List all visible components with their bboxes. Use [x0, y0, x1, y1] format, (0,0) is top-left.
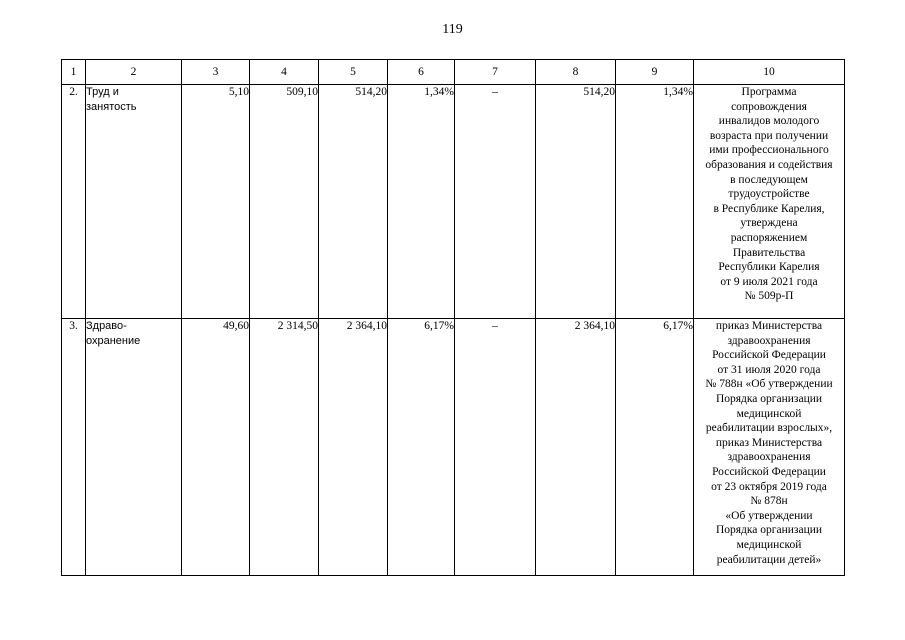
column-header: 7 [455, 60, 536, 85]
cell-value: 509,10 [250, 85, 319, 319]
legal-basis-text: Программа сопровождения инвалидов молодого возраста при получении ими профессионального образования и содействия в последующем трудоустройстве в Республике Карелия, утверждена распоряжением Правительства Республики Карелия от 9 июля 2021 года № 509р-П [694, 85, 845, 319]
column-header: 10 [694, 60, 845, 85]
cell-value: – [455, 319, 536, 576]
column-header: 3 [182, 60, 250, 85]
table-row [62, 319, 845, 576]
cell-value: 6,17% [616, 319, 694, 576]
row-name: Здраво- охранение [86, 319, 182, 576]
column-header: 6 [388, 60, 455, 85]
cell-value: 514,20 [319, 85, 388, 319]
row-number: 3. [62, 319, 86, 576]
cell-value: 6,17% [388, 319, 455, 576]
cell-value: 5,10 [182, 85, 250, 319]
cell-value: 1,34% [388, 85, 455, 319]
legal-basis-text: приказ Министерства здравоохранения Российской Федерации от 31 июля 2020 года № 788н «Об утверждении Порядка организации медицинской реабилитации взрослых», приказ Министерства здравоохранения Российской Федерации от 23 октября 2019 года № 878н «Об утверждении Порядка организации медицинской реабилитации детей» [694, 319, 845, 576]
table-row [62, 85, 845, 319]
cell-value: 514,20 [536, 85, 616, 319]
page-number: 119 [442, 22, 463, 37]
cell-value: 2 364,10 [319, 319, 388, 576]
column-header: 5 [319, 60, 388, 85]
cell-value: 1,34% [616, 85, 694, 319]
row-number: 2. [62, 85, 86, 319]
table-header-row [62, 60, 845, 85]
cell-value: – [455, 85, 536, 319]
column-header: 2 [86, 60, 182, 85]
cell-value: 2 314,50 [250, 319, 319, 576]
column-header: 4 [250, 60, 319, 85]
cell-value: 49,60 [182, 319, 250, 576]
row-name: Труд и занятость [86, 85, 182, 319]
column-header: 9 [616, 60, 694, 85]
column-header: 8 [536, 60, 616, 85]
column-header: 1 [62, 60, 86, 85]
data-table [61, 59, 845, 576]
cell-value: 2 364,10 [536, 319, 616, 576]
